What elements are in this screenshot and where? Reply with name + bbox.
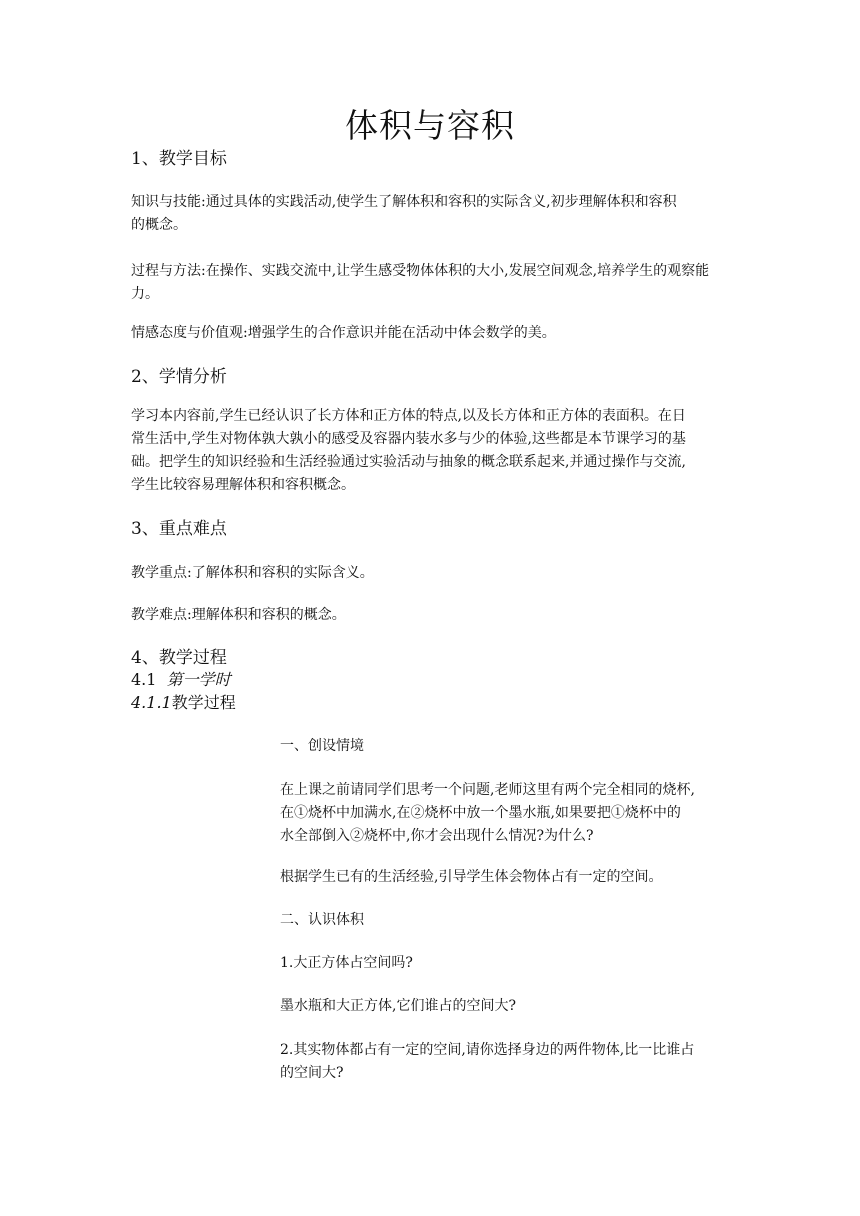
paragraph-focus: 教学重点:了解体积和容积的实际含义。 — [131, 565, 374, 581]
text-line: 2.其实物体都占有一定的空间,请你选择身边的两件物体,比一比谁占 — [280, 1042, 695, 1058]
text-line: 过程与方法:在操作、实践交流中,让学生感受物体体积的大小,发展空间观念,培养学生的观察能 — [131, 263, 710, 279]
step-heading-volume: 二、认识体积 — [280, 912, 364, 928]
text-line: 础。把学生的知识经验和生活经验通过实验活动与抽象的概念联系起来,并通过操作与交流, — [131, 454, 686, 470]
paragraph-scenario — [280, 779, 732, 848]
paragraph-process — [131, 260, 731, 306]
text-line: 水全部倒入②烧杯中,你才会出现什么情况?为什么? — [280, 828, 594, 844]
subheading-teaching-process — [131, 692, 236, 714]
question-one-followup: 墨水瓶和大正方体,它们谁占的空间大? — [280, 998, 516, 1014]
text-line: 学生比较容易理解体积和容积概念。 — [131, 477, 355, 493]
document-title: 体积与容积 — [345, 106, 515, 145]
text-line: 的空间大? — [280, 1065, 344, 1081]
paragraph-attitude: 情感态度与价值观:增强学生的合作意识并能在活动中体会数学的美。 — [131, 325, 556, 341]
text-line: 常生活中,学生对物体孰大孰小的感受及容器内装水多与少的体验,这些都是本节课学习的基 — [131, 431, 686, 447]
paragraph-difficulty: 教学难点:理解体积和容积的概念。 — [131, 607, 346, 623]
text-line: 的概念。 — [131, 217, 187, 233]
subheading-number: 4.1.1 — [131, 693, 172, 712]
subheading-title: 第一学时 — [166, 670, 231, 689]
paragraph-knowledge — [131, 191, 731, 237]
paragraph-analysis — [131, 405, 731, 497]
subheading-lesson-one — [131, 669, 231, 691]
question-two — [280, 1039, 732, 1085]
subheading-title: 教学过程 — [171, 693, 236, 712]
section-heading-keypoints: 3、重点难点 — [131, 519, 227, 539]
text-line: 学习本内容前,学生已经认识了长方体和正方体的特点,以及长方体和正方体的表面积。在日 — [131, 408, 686, 424]
text-line: 在上课之前请同学们思考一个问题,老师这里有两个完全相同的烧杯, — [280, 782, 695, 798]
question-one: 1.大正方体占空间吗? — [280, 955, 413, 971]
text-line: 在①烧杯中加满水,在②烧杯中放一个墨水瓶,如果要把①烧杯中的 — [280, 805, 681, 821]
step-heading-scenario: 一、创设情境 — [280, 738, 364, 754]
text-line: 力。 — [131, 286, 159, 302]
section-heading-process: 4、教学过程 — [131, 648, 227, 668]
subheading-number: 4.1 — [131, 670, 157, 689]
section-heading-objectives: 1、教学目标 — [131, 149, 227, 169]
paragraph-guidance: 根据学生已有的生活经验,引导学生体会物体占有一定的空间。 — [280, 869, 663, 885]
text-line: 知识与技能:通过具体的实践活动,使学生了解体积和容积的实际含义,初步理解体积和容积 — [131, 194, 677, 210]
section-heading-analysis: 2、学情分析 — [131, 367, 227, 387]
